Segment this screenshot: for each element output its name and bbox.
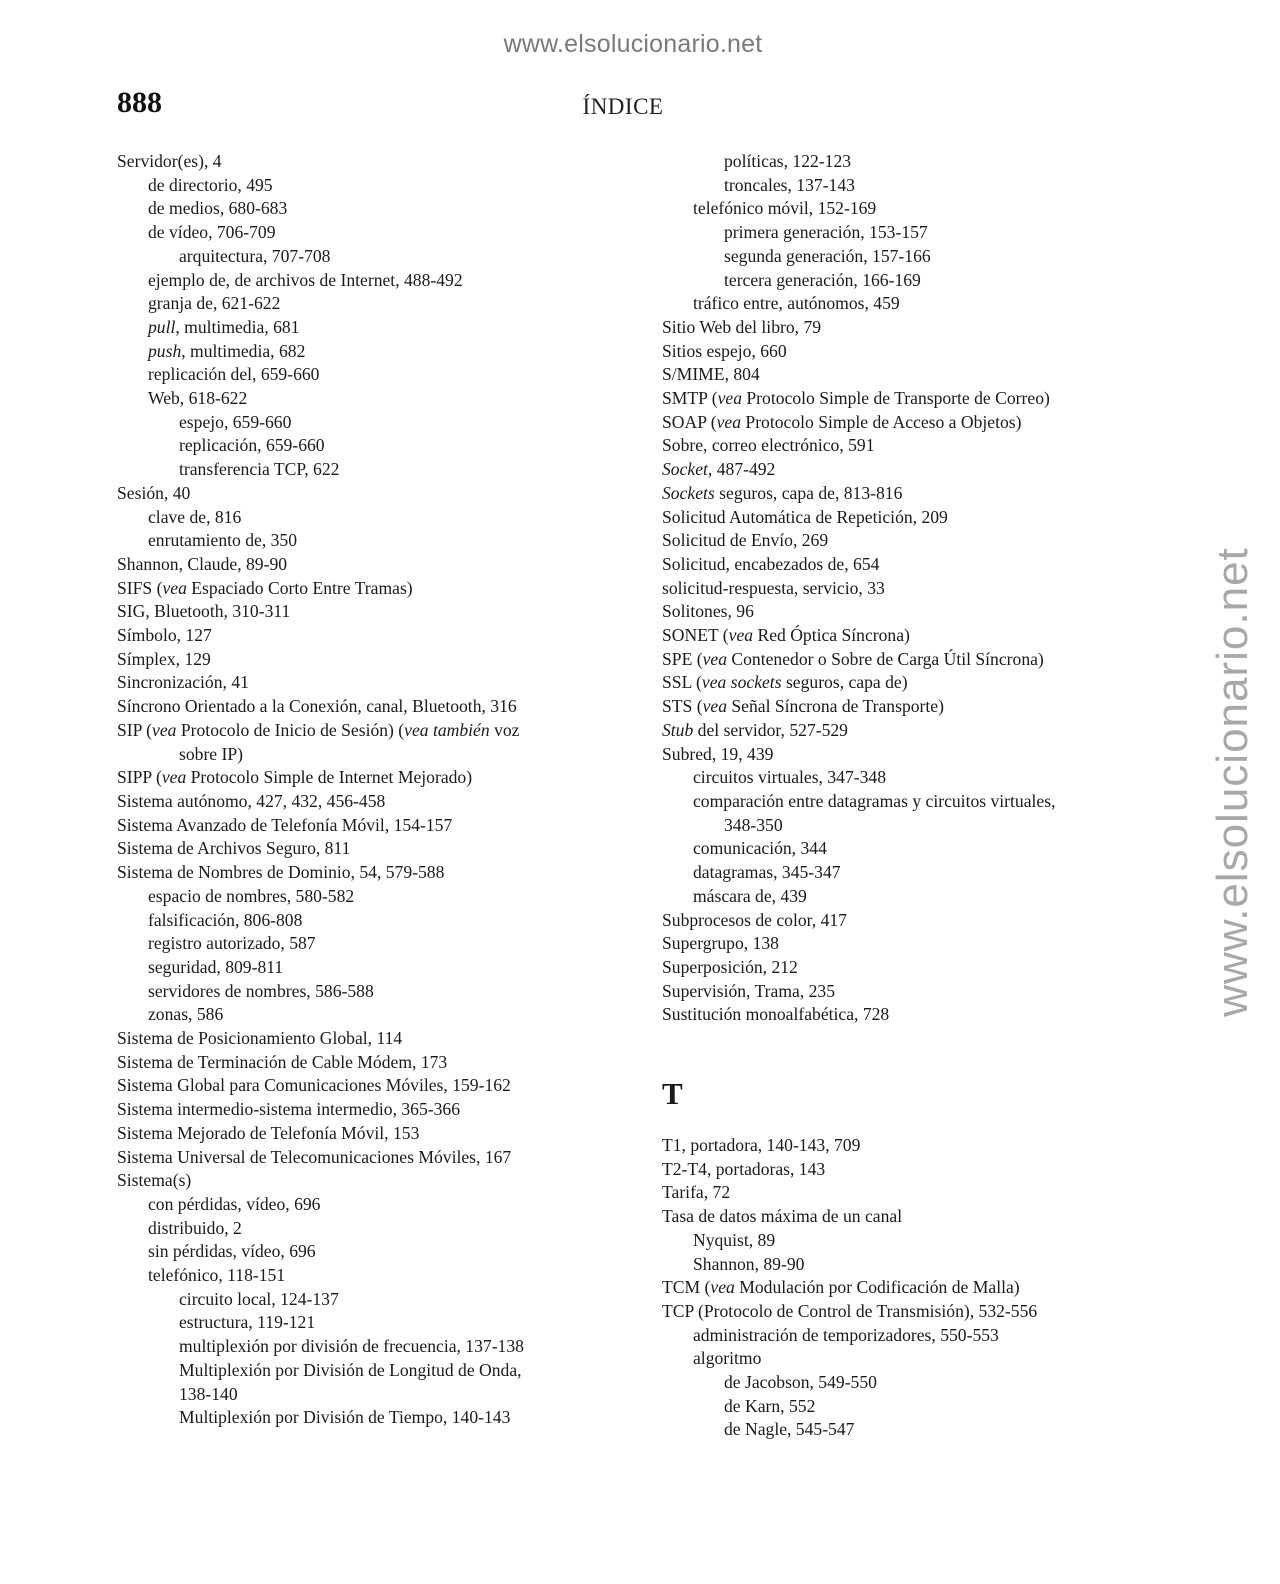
index-subentry: Nyquist, 89 — [693, 1229, 776, 1250]
index-entry: SSL (vea sockets seguros, capa de) — [662, 672, 908, 693]
index-entry: Sitio Web del libro, 79 — [662, 316, 822, 337]
index-subentry: de vídeo, 706-709 — [148, 222, 276, 243]
index-subentry: ejemplo de, de archivos de Internet, 488-492 — [148, 269, 463, 290]
index-subsubentry: transferencia TCP, 622 — [179, 459, 340, 480]
index-continuation: sobre IP) — [179, 743, 244, 764]
index-subsubentry: de Nagle, 545-547 — [724, 1419, 855, 1440]
index-entry: Solicitud Automática de Repetición, 209 — [662, 506, 948, 527]
index-subentry: de medios, 680-683 — [148, 198, 288, 219]
index-subentry: administración de temporizadores, 550-553 — [693, 1324, 999, 1345]
index-entry: TCP (Protocolo de Control de Transmisión), 532-556 — [662, 1300, 1038, 1321]
index-entry: Sistema de Posicionamiento Global, 114 — [117, 1028, 403, 1049]
index-entry: Subred, 19, 439 — [662, 743, 774, 764]
index-entry: Tarifa, 72 — [662, 1182, 731, 1203]
index-subsubentry: arquitectura, 707-708 — [179, 245, 331, 266]
index-subsubentry: Multiplexión por División de Longitud de Onda, — [179, 1359, 522, 1380]
index-entry: SIPP (vea Protocolo Simple de Internet Mejorado) — [117, 767, 473, 788]
index-entry: Sistema intermedio-sistema intermedio, 365-366 — [117, 1099, 461, 1120]
index-entry: Sistema autónomo, 427, 432, 456-458 — [117, 790, 386, 811]
index-entry: Supervisión, Trama, 235 — [662, 980, 836, 1001]
index-subsubentry: Multiplexión por División de Tiempo, 140-143 — [179, 1407, 511, 1428]
index-subsubentry: primera generación, 153-157 — [724, 222, 928, 243]
index-subentry: zonas, 586 — [148, 1004, 224, 1025]
index-entry: Símplex, 129 — [117, 648, 211, 669]
index-entry: Síncrono Orientado a la Conexión, canal, Bluetooth, 316 — [117, 696, 517, 717]
index-entry: Sincronización, 41 — [117, 672, 249, 693]
index-subentry: telefónico, 118-151 — [148, 1265, 286, 1286]
index-subentry: push, multimedia, 682 — [148, 340, 306, 361]
index-subentry: tráfico entre, autónomos, 459 — [693, 293, 900, 314]
watermark-side: www.elsolucionario.net — [1208, 547, 1257, 1017]
index-subentry: servidores de nombres, 586-588 — [148, 980, 374, 1001]
index-entry: Sitios espejo, 660 — [662, 340, 787, 361]
index-subentry: datagramas, 345-347 — [693, 862, 841, 883]
index-subentry: Shannon, 89-90 — [693, 1253, 805, 1274]
index-entry: solicitud-respuesta, servicio, 33 — [662, 577, 885, 598]
index-entry: Sesión, 40 — [117, 482, 191, 503]
index-subsubentry: replicación, 659-660 — [179, 435, 325, 456]
index-subentry: granja de, 621-622 — [148, 293, 281, 314]
index-subentry: sin pérdidas, vídeo, 696 — [148, 1241, 316, 1262]
index-subentry: clave de, 816 — [148, 506, 242, 527]
index-subentry: de directorio, 495 — [148, 174, 273, 195]
index-subentry: espacio de nombres, 580-582 — [148, 885, 355, 906]
index-subentry: seguridad, 809-811 — [148, 956, 284, 977]
index-entry: Servidor(es), 4 — [117, 151, 222, 171]
index-entry: Sockets seguros, capa de, 813-816 — [662, 482, 903, 503]
index-subsubentry: espejo, 659-660 — [179, 411, 292, 432]
index-subentry: falsificación, 806-808 — [148, 909, 303, 930]
index-entry: Símbolo, 127 — [117, 625, 212, 646]
index-subsubentry: políticas, 122-123 — [724, 151, 852, 171]
index-subentry: circuitos virtuales, 347-348 — [693, 767, 886, 788]
right-index-column — [662, 150, 1112, 1442]
index-entry: Sistema Global para Comunicaciones Móviles, 159-162 — [117, 1075, 511, 1096]
left-index-column — [117, 150, 587, 1430]
index-subsubentry: estructura, 119-121 — [179, 1312, 316, 1333]
index-subentry: telefónico móvil, 152-169 — [693, 198, 877, 219]
index-entry: Stub del servidor, 527-529 — [662, 719, 848, 740]
index-subsubentry: de Jacobson, 549-550 — [724, 1372, 877, 1393]
index-subentry: comparación entre datagramas y circuitos virtuales, — [693, 790, 1056, 811]
index-entry: Sistema de Nombres de Dominio, 54, 579-588 — [117, 862, 445, 883]
index-entry: Sobre, correo electrónico, 591 — [662, 435, 875, 456]
running-head: ÍNDICE — [582, 94, 664, 119]
index-entry: S/MIME, 804 — [662, 364, 760, 385]
index-entry: STS (vea Señal Síncrona de Transporte) — [662, 696, 944, 717]
watermark-top: www.elsolucionario.net — [503, 30, 763, 58]
index-entry: Sistema de Archivos Seguro, 811 — [117, 838, 351, 859]
index-entry: SIG, Bluetooth, 310-311 — [117, 601, 291, 622]
index-subsubentry: circuito local, 124-137 — [179, 1288, 339, 1309]
index-subentry: replicación del, 659-660 — [148, 364, 320, 385]
index-subentry: comunicación, 344 — [693, 838, 827, 859]
index-subsubentry: tercera generación, 166-169 — [724, 269, 921, 290]
index-continuation: 348-350 — [724, 814, 783, 835]
index-subentry: pull, multimedia, 681 — [148, 316, 300, 337]
index-subentry: enrutamiento de, 350 — [148, 530, 298, 551]
index-entry: T2-T4, portadoras, 143 — [662, 1158, 826, 1179]
index-entry: Shannon, Claude, 89-90 — [117, 553, 288, 574]
index-entry: Sistema(s) — [117, 1170, 192, 1191]
index-subentry: distribuido, 2 — [148, 1217, 242, 1238]
index-entry: Supergrupo, 138 — [662, 933, 779, 954]
index-subentry: máscara de, 439 — [693, 885, 807, 906]
section-letter-heading: T — [662, 1076, 683, 1112]
index-entry: TCM (vea Modulación por Codificación de Malla) — [662, 1277, 1020, 1298]
index-entry: SIFS (vea Espaciado Corto Entre Tramas) — [117, 577, 413, 598]
index-entry: SONET (vea Red Óptica Síncrona) — [662, 625, 910, 646]
index-entry: Sistema Mejorado de Telefonía Móvil, 153 — [117, 1122, 420, 1143]
index-subentry: Web, 618-622 — [148, 388, 248, 409]
index-entry: SMTP (vea Protocolo Simple de Transporte de Correo) — [662, 388, 1050, 409]
index-entry: Socket, 487-492 — [662, 459, 776, 480]
page-number: 888 — [117, 86, 162, 119]
index-entry: Subprocesos de color, 417 — [662, 909, 847, 930]
index-entry: SOAP (vea Protocolo Simple de Acceso a Objetos) — [662, 411, 1022, 432]
index-entry: SIP (vea Protocolo de Inicio de Sesión) (vea también voz — [117, 719, 520, 740]
index-subentry: registro autorizado, 587 — [148, 933, 316, 954]
index-entry: Sistema Avanzado de Telefonía Móvil, 154-157 — [117, 814, 453, 835]
index-entry: Solicitud de Envío, 269 — [662, 530, 829, 551]
index-entry: T1, portadora, 140-143, 709 — [662, 1135, 861, 1156]
index-subentry: con pérdidas, vídeo, 696 — [148, 1193, 321, 1214]
index-subentry: algoritmo — [693, 1348, 762, 1369]
index-subsubentry: troncales, 137-143 — [724, 174, 855, 195]
index-subsubentry: de Karn, 552 — [724, 1395, 816, 1416]
index-subsubentry: segunda generación, 157-166 — [724, 245, 931, 266]
index-entry: Superposición, 212 — [662, 956, 798, 977]
index-entry: SPE (vea Contenedor o Sobre de Carga Útil Síncrona) — [662, 648, 1044, 669]
index-entry: Sustitución monoalfabética, 728 — [662, 1004, 890, 1025]
index-entry: Tasa de datos máxima de un canal — [662, 1206, 903, 1227]
index-entry: Sistema de Terminación de Cable Módem, 173 — [117, 1051, 448, 1072]
index-subsubentry: multiplexión por división de frecuencia, 137-138 — [179, 1336, 524, 1357]
index-continuation: 138-140 — [179, 1383, 238, 1404]
index-entry: Solitones, 96 — [662, 601, 754, 622]
index-entry: Sistema Universal de Telecomunicaciones Móviles, 167 — [117, 1146, 512, 1167]
index-entry: Solicitud, encabezados de, 654 — [662, 553, 880, 574]
